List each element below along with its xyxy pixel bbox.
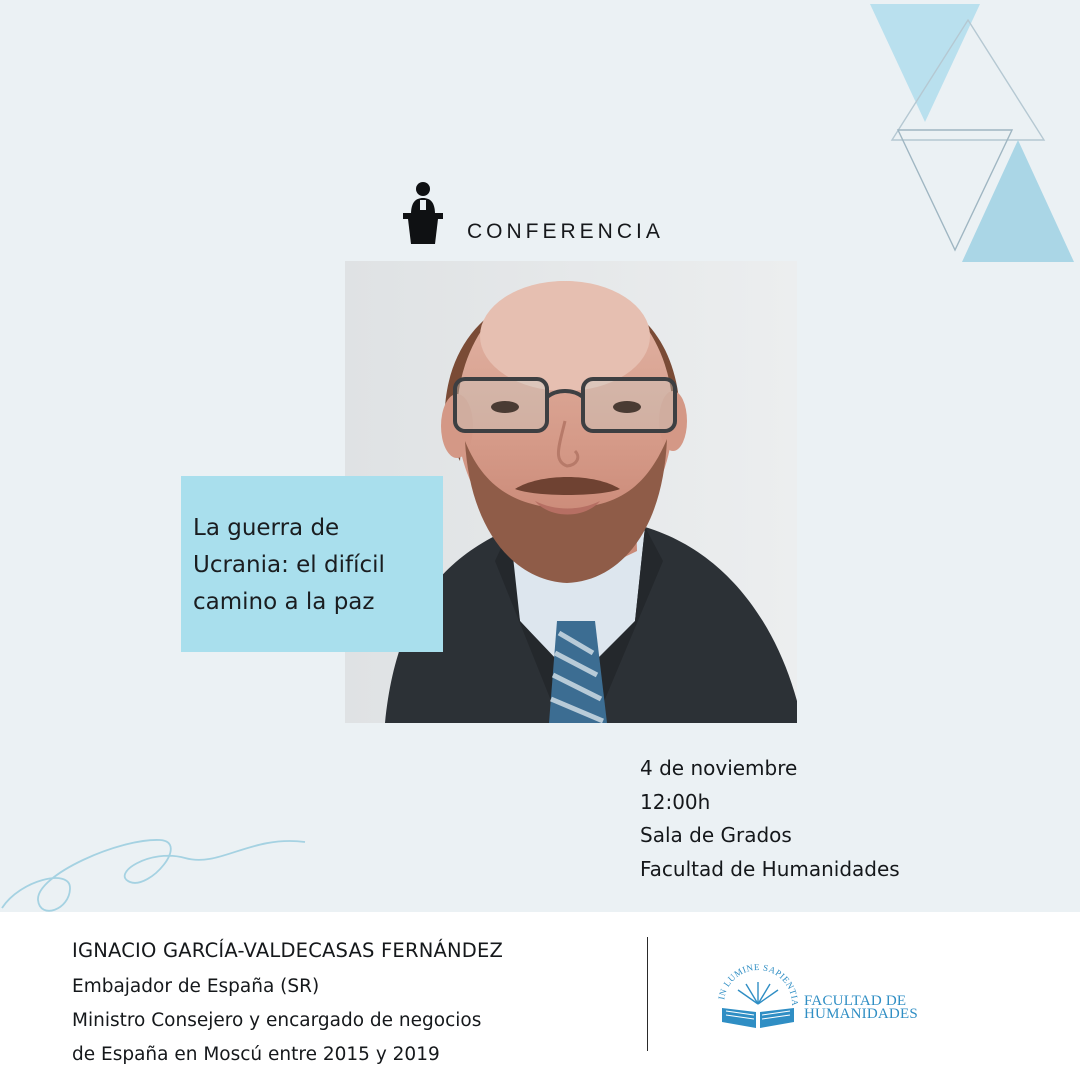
logo-line-2: HUMANIDADES [804,1006,918,1022]
event-type-label: CONFERENCIA [467,220,664,243]
event-venue: Facultad de Humanidades [640,856,900,881]
open-book-emblem-icon [716,964,800,1034]
event-date: 4 de noviembre [640,756,798,780]
speaker-name: IGNACIO GARCÍA-VALDECASAS FERNÁNDEZ [72,939,504,962]
event-room: Sala de Grados [640,823,792,847]
logo-text [804,995,918,1021]
speaker-podium-icon [402,180,444,246]
talk-title: La guerra de Ucrania: el difícil camino a la paz [193,515,385,615]
speaker-info [72,936,503,1072]
decorative-triangles [860,0,1080,270]
speaker-bio-line-2: de España en Moscú entre 2015 y 2019 [72,1044,440,1065]
logo-line-1: FACULTAD DE [804,993,907,1009]
event-details [640,752,900,886]
footer-divider [647,937,648,1051]
decorative-squiggle [0,830,320,920]
talk-title-box [181,476,443,652]
speaker-bio-line-1: Ministro Consejero y encargado de negocios [72,1010,482,1031]
speaker-role: Embajador de España (SR) [72,976,320,997]
faculty-logo [716,964,936,1044]
footer [0,912,1080,1080]
logo-motto: IN LUMINE SAPIENTIA [716,964,800,1007]
event-time: 12:00h [640,789,711,814]
